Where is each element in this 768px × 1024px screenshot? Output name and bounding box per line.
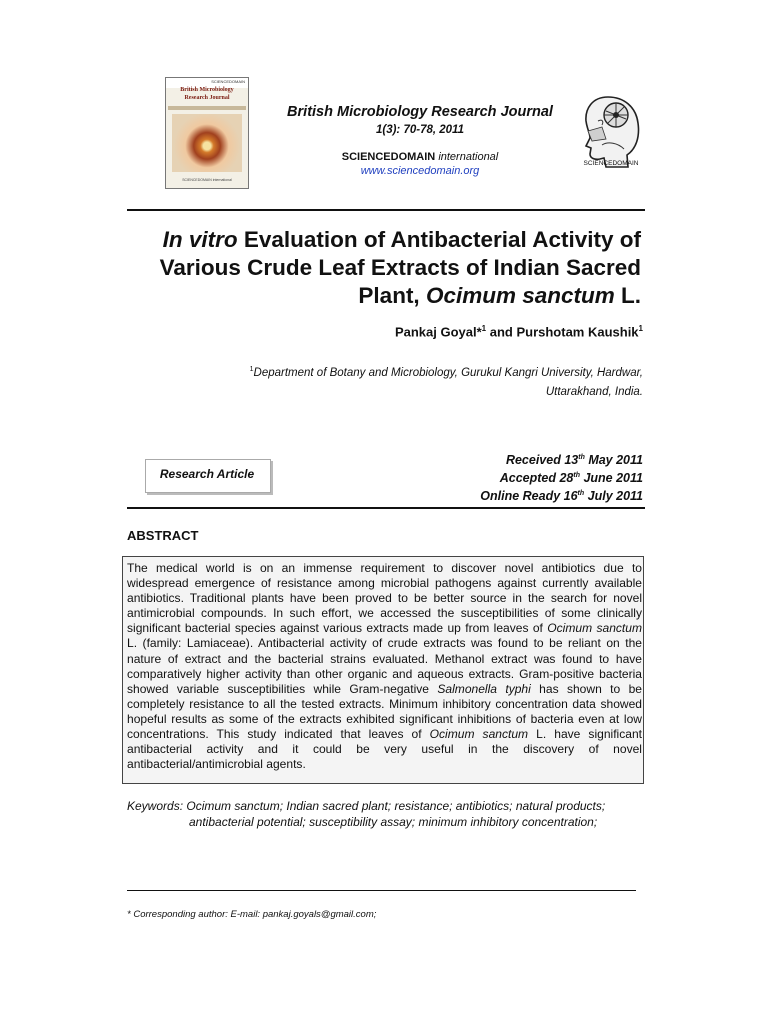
keywords-line1: Keywords: Ocimum sanctum; Indian sacred plant; resistance; antibiotics; natural products;	[127, 799, 606, 813]
author-list	[127, 324, 643, 339]
title-text-end: L.	[614, 283, 641, 308]
affiliation-line2: Uttarakhand, India.	[545, 385, 643, 398]
online-ready-date: Online Ready 16th July 2011	[480, 489, 643, 504]
author-1-affiliation: 1	[481, 324, 487, 333]
abstract-heading: ABSTRACT	[127, 528, 199, 543]
title-italic-in-vitro: In vitro	[162, 227, 238, 252]
title-text-main: Evaluation of Antibacterial Activity of Various Crude Leaf Extracts of Indian Sacred Plant,	[159, 227, 641, 308]
keywords-line2: antibacterial potential; susceptibility assay; minimum inhibitory concentration;	[189, 815, 598, 829]
cover-code: SCIENCEDOMAIN	[211, 79, 245, 84]
publisher-suffix: international	[438, 151, 499, 163]
article-type-label: Research Article	[159, 467, 255, 481]
cover-footer: SCIENCEDOMAIN international	[182, 178, 232, 182]
title-italic-species: Ocimum sanctum	[425, 283, 615, 308]
author-separator: and	[486, 324, 517, 340]
dates-divider	[127, 507, 645, 509]
publisher-url-link[interactable]: www.sciencedomain.org	[360, 165, 480, 177]
keywords	[127, 798, 643, 830]
received-date: Received 13th May 2011	[505, 453, 643, 468]
author-2: Purshotam Kaushik	[516, 324, 639, 340]
cover-illustration	[172, 114, 242, 172]
cover-title-line1: British Microbiology	[180, 87, 234, 93]
publication-dates	[400, 450, 643, 504]
publisher-name	[230, 151, 610, 163]
affiliation-line1: Department of Botany and Microbiology, Gurukul Kangri University, Hardwar,	[253, 366, 643, 379]
logo-label: SCIENCEDOMAIN	[583, 160, 639, 167]
corresponding-author-footnote: * Corresponding author: E-mail: pankaj.goyals@gmail.com;	[127, 909, 377, 920]
affiliation-marker: 1	[249, 366, 254, 373]
cover-title-line2: Research Journal	[184, 95, 230, 101]
article-title	[127, 226, 641, 310]
accepted-date: Accepted 28th June 2011	[499, 471, 643, 486]
sciencedomain-logo-icon	[578, 91, 644, 171]
author-1: Pankaj Goyal*	[394, 324, 482, 340]
abstract-text: The medical world is on an immense requirement to discover novel antibiotics due to widespread emergence of resistance among microbial pathogens against currently available antibiotics. Traditional plants have been proved to be better source in the search for novel antimicrobial compounds. In such effort, we accessed the susceptibilities of some clinically significant bacterial species against various extracts made up from leaves of Ocimum sanctum L. (family: Lamiaceae). Antibacterial activity of crude extracts was found to be reliant on the nature of extract and the bacterial strains evaluated. Methanol extract was found to have comparatively higher activity than other organic and aqueous extracts. Gram-positive bacteria showed variable susceptibilities while Gram-negative Salmonella typhi has shown to be completely resistance to all the tested extracts. Minimum inhibitory concentration data showed hopeful results as some of the extracts exhibited significant inhibitions of bacteria even at low concentrations. This study indicated that leaves of Ocimum sanctum L. have significant antibacterial activity and it could be very useful in the discovery of novel antibacterial/antimicrobial agents.	[127, 561, 643, 772]
affiliation	[127, 360, 643, 402]
author-2-affiliation: 1	[638, 324, 643, 333]
header-divider	[127, 209, 645, 211]
journal-name: British Microbiology Research Journal	[287, 104, 553, 120]
journal-issue: 1(3): 70-78, 2011	[375, 124, 464, 136]
footnote-divider	[127, 890, 636, 891]
publisher-brand: SCIENCEDOMAIN	[341, 151, 436, 163]
